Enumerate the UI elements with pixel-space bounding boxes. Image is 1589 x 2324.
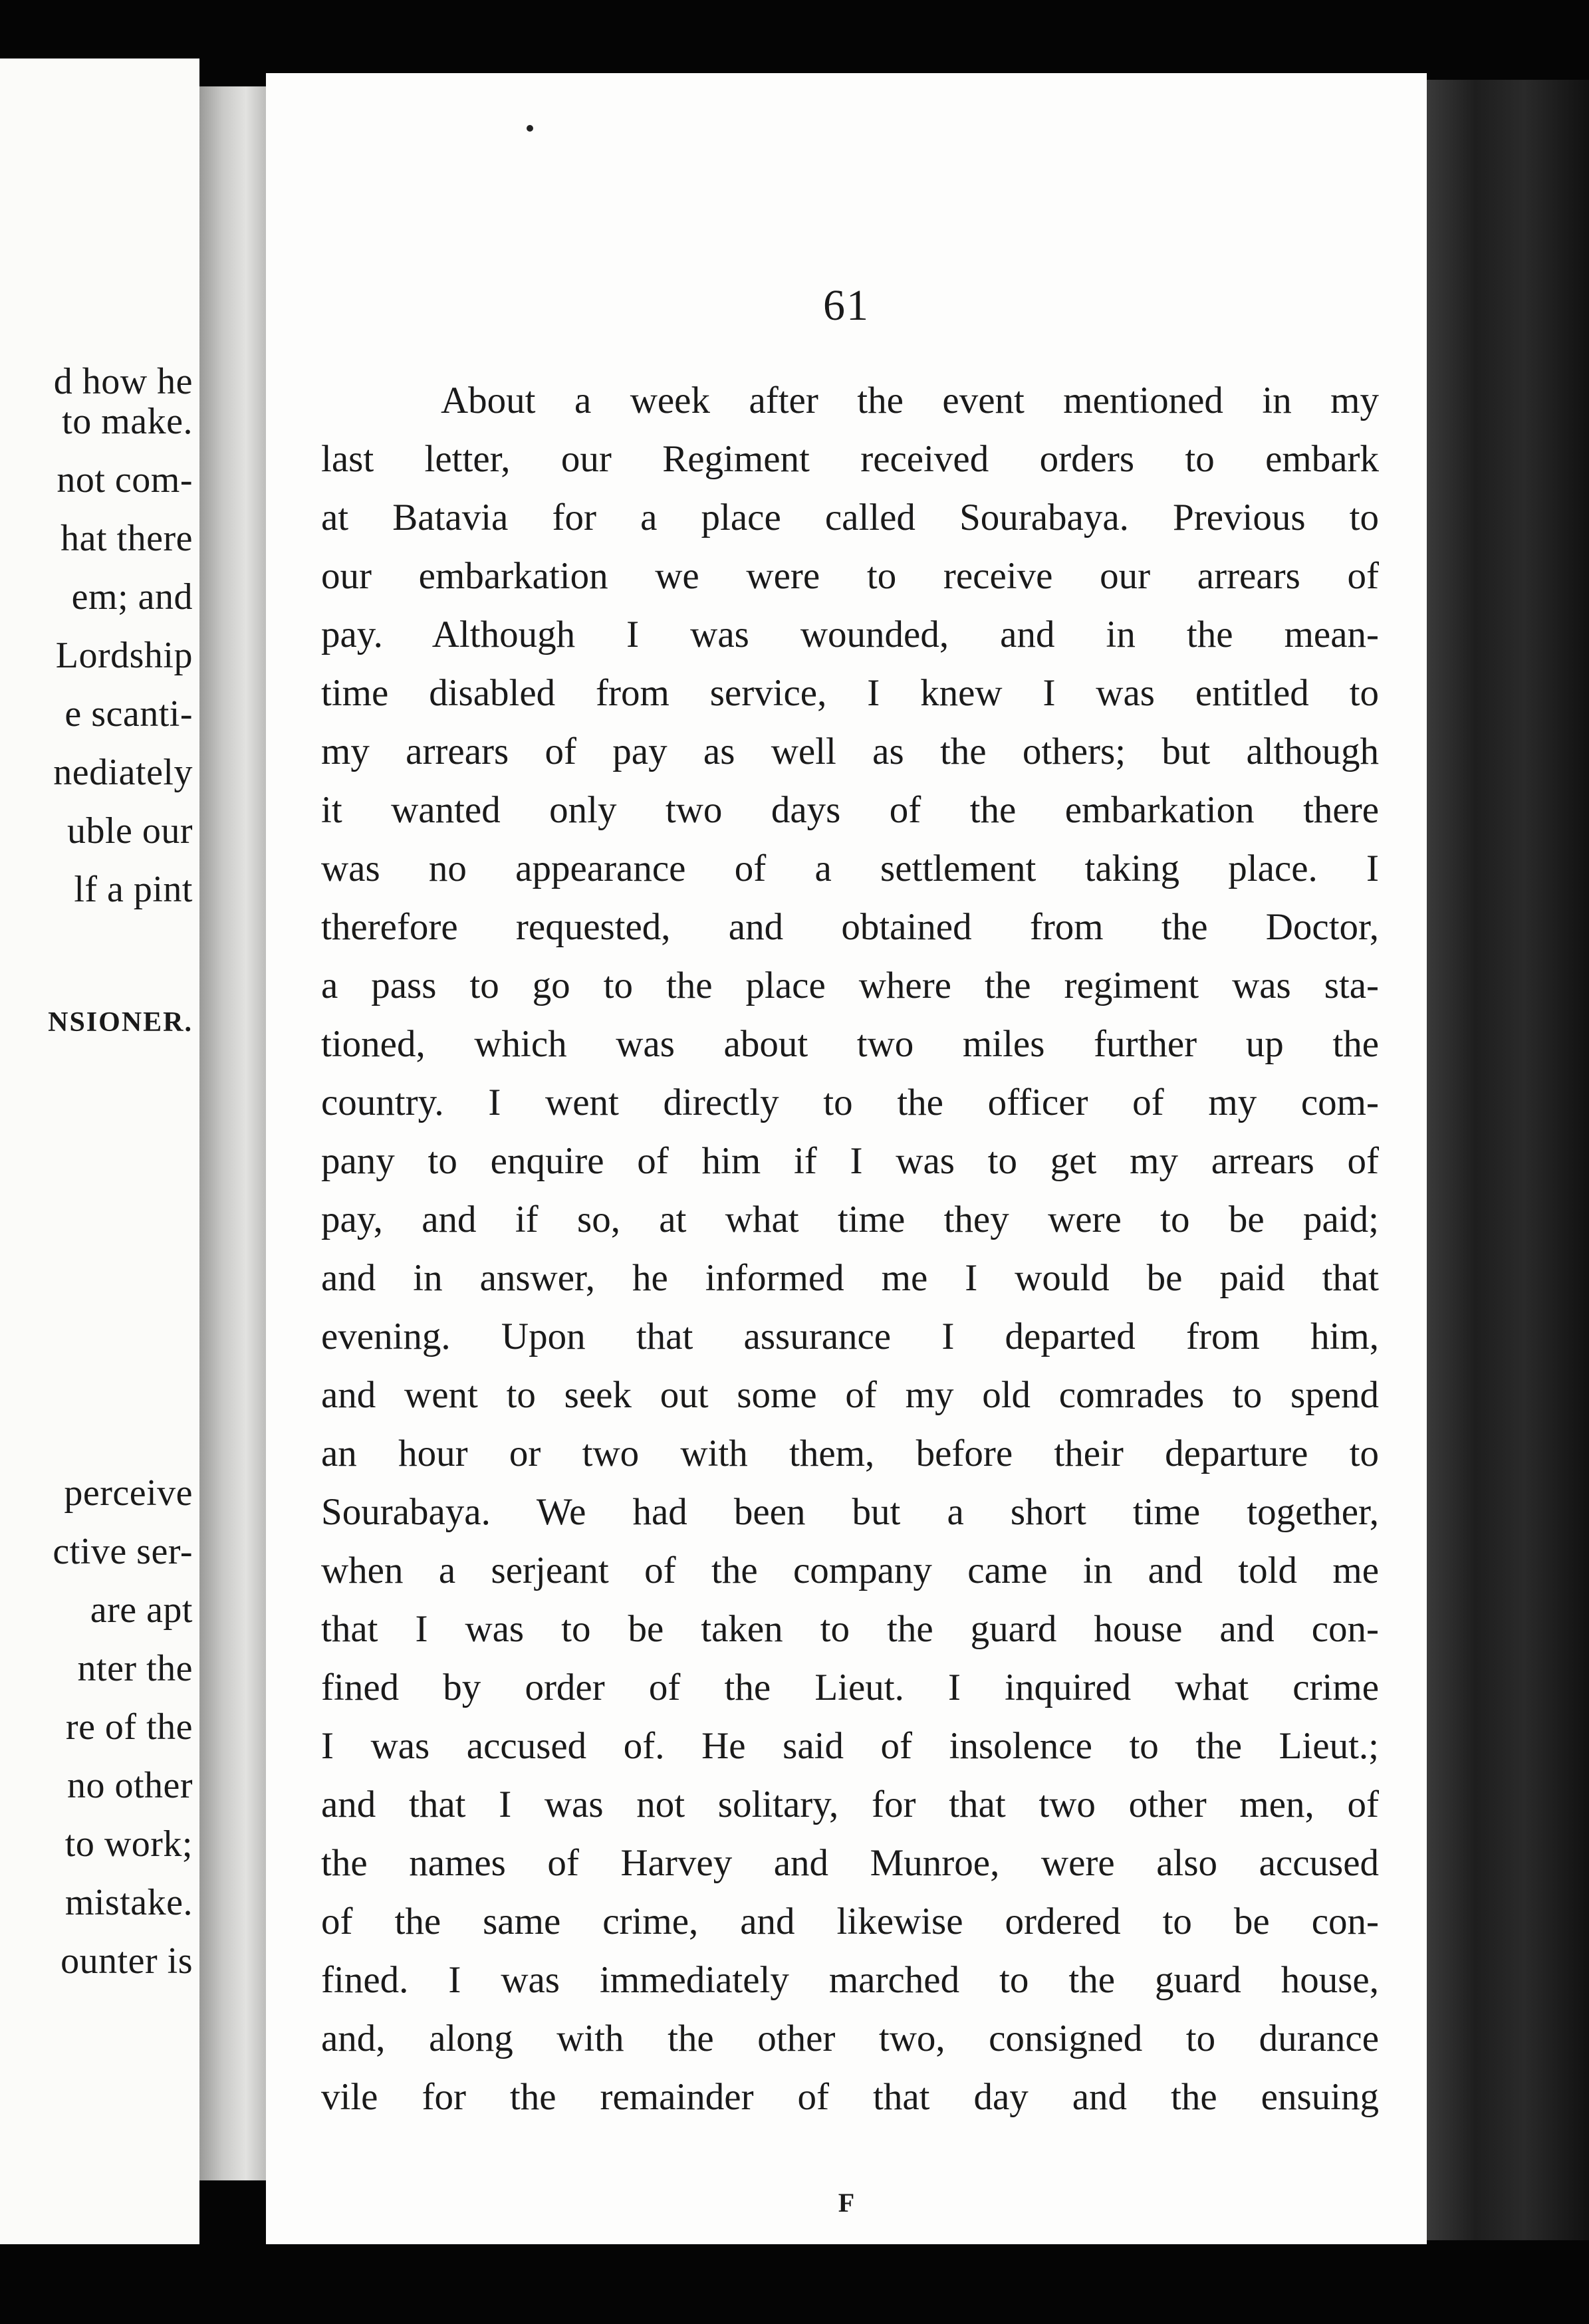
main-page xyxy=(266,73,1427,2244)
text-line: an hour or two with them, before their departure to xyxy=(321,1433,1379,1474)
left-page-signature: NSIONER. xyxy=(48,1007,193,1038)
page-number: 61 xyxy=(823,281,870,330)
left-page-line: ounter is xyxy=(61,1940,193,1982)
left-page-line: to make. xyxy=(62,401,193,442)
left-facing-page xyxy=(0,58,199,2244)
text-line: therefore requested, and obtained from the Doctor, xyxy=(321,906,1379,948)
text-line: pay. Although I was wounded, and in the mean- xyxy=(321,614,1379,655)
text-line: a pass to go to the place where the regiment was sta- xyxy=(321,965,1379,1006)
text-line: evening. Upon that assurance I departed from him, xyxy=(321,1316,1379,1357)
text-line: our embarkation we were to receive our arrears of xyxy=(321,555,1379,597)
text-line: my arrears of pay as well as the others; but although xyxy=(321,731,1379,772)
left-page-line: e scanti- xyxy=(64,693,193,735)
text-line: and in answer, he informed me I would be paid that xyxy=(321,1257,1379,1299)
left-page-line: ctive ser- xyxy=(53,1531,193,1572)
text-line: time disabled from service, I knew I was entitled to xyxy=(321,672,1379,714)
left-page-line: no other xyxy=(66,1765,193,1806)
text-line: when a serjeant of the company came in and told me xyxy=(321,1550,1379,1591)
text-line: Sourabaya. We had been but a short time together, xyxy=(321,1491,1379,1533)
page-edge-shadow xyxy=(1427,80,1589,2240)
left-page-line: not com- xyxy=(57,459,193,501)
text-line: pany to enquire of him if I was to get my arrears of xyxy=(321,1140,1379,1182)
text-line: the names of Harvey and Munroe, were also accused xyxy=(321,1842,1379,1884)
left-page-line: nter the xyxy=(77,1648,193,1689)
text-line: fined by order of the Lieut. I inquired what crime xyxy=(321,1667,1379,1708)
text-line: last letter, our Regiment received orders to embark xyxy=(321,438,1379,480)
left-page-line: re of the xyxy=(65,1706,193,1748)
text-line: of the same crime, and likewise ordered to be con- xyxy=(321,1901,1379,1942)
text-line: fined. I was immediately marched to the guard house, xyxy=(321,1959,1379,2001)
left-page-line: perceive xyxy=(64,1472,193,1514)
left-page-line: uble our xyxy=(66,810,193,852)
text-line: that I was to be taken to the guard house and con- xyxy=(321,1608,1379,1650)
text-line: was no appearance of a settlement taking place. I xyxy=(321,848,1379,889)
text-line: it wanted only two days of the embarkation there xyxy=(321,789,1379,831)
text-line: I was accused of. He said of insolence to the Lieut.; xyxy=(321,1725,1379,1767)
text-line: About a week after the event mentioned in my xyxy=(441,380,1379,421)
text-line: country. I went directly to the officer of my com- xyxy=(321,1082,1379,1123)
text-line: and that I was not solitary, for that two other men, of xyxy=(321,1784,1379,1825)
ink-speck xyxy=(527,125,533,132)
left-page-line: Lordship xyxy=(55,635,193,676)
text-line: tioned, which was about two miles further up the xyxy=(321,1023,1379,1065)
text-line: pay, and if so, at what time they were to be paid; xyxy=(321,1199,1379,1240)
signature-mark: F xyxy=(838,2188,855,2218)
text-line: vile for the remainder of that day and the ensuing xyxy=(321,2076,1379,2118)
left-page-line: hat there xyxy=(61,518,193,559)
left-page-line: mistake. xyxy=(64,1882,193,1923)
left-page-line: to work; xyxy=(64,1823,193,1865)
text-line: at Batavia for a place called Sourabaya. Previous to xyxy=(321,497,1379,538)
book-gutter xyxy=(199,86,266,2180)
left-page-line: em; and xyxy=(71,576,193,618)
left-page-line: are apt xyxy=(90,1589,193,1631)
left-page-line: lf a pint xyxy=(74,869,193,910)
text-line: and, along with the other two, consigned to durance xyxy=(321,2018,1379,2059)
text-line: and went to seek out some of my old comrades to spend xyxy=(321,1374,1379,1416)
left-page-line: d how he xyxy=(53,361,193,402)
left-page-line: nediately xyxy=(53,752,193,793)
